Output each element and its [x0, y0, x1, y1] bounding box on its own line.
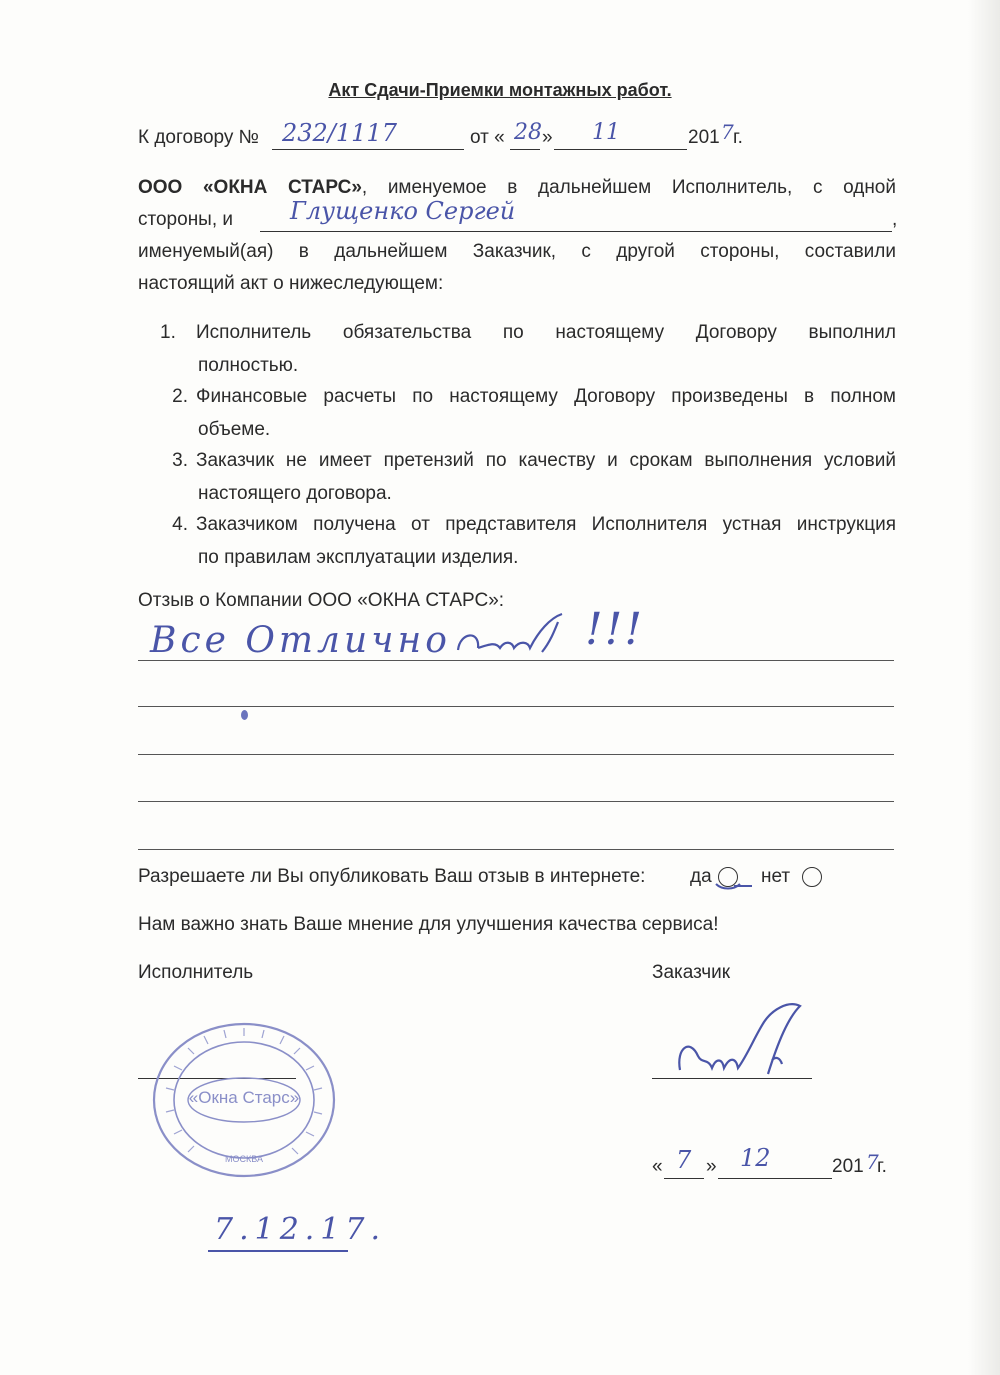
intro-line-4: настоящий акт о нижеследующем: [138, 273, 444, 294]
review-line [138, 754, 894, 755]
executor-date-hand: 7.12.17. [214, 1212, 387, 1247]
stamp-center-text: «Окна Старс» [188, 1088, 300, 1107]
list-item-line-2: объеме. [198, 419, 271, 440]
opinion-note: Нам важно знать Ваше мнение для улучшения качества сервиса! [138, 914, 719, 935]
publish-no-label: нет [761, 866, 791, 887]
customer-label: Заказчик [652, 962, 731, 983]
customer-name-line [260, 231, 892, 232]
list-item [160, 450, 896, 505]
publish-question: Разрешаете ли Вы опубликовать Ваш отзыв в интернете: [138, 866, 646, 887]
stamp-city: МОСКВА [225, 1154, 263, 1164]
customer-date-day-line [664, 1178, 704, 1179]
contract-prefix: К договору № [138, 127, 260, 148]
contract-month-line [554, 149, 687, 150]
intro-line-3: именуемый(ая) в дальнейшем Заказчик, с другой стороны, составили [138, 241, 896, 262]
contract-year-digit: 7 [721, 120, 734, 144]
intro-line-1 [138, 177, 896, 199]
contract-number: 232/1117 [282, 119, 397, 147]
review-line [138, 801, 894, 802]
list-item-line-1: Исполнитель обязательства по настоящему Договору выполнил [196, 322, 896, 343]
review-exclaim: !!! [585, 604, 645, 655]
list-item-line-1: Заказчиком получена от представителя Исполнителя устная инструкция [196, 514, 896, 535]
list-item-number: 2. [172, 386, 188, 407]
review-line [138, 706, 894, 707]
customer-date-year-digit: 7 [866, 1150, 879, 1174]
intro-line-2-end: , [892, 209, 898, 230]
contract-quote-close: » [542, 127, 553, 148]
list-item [160, 514, 896, 569]
contract-from-label: от « [470, 127, 505, 148]
list-item-line-1: Заказчик не имеет претензий по качеству и срокам выполнения условий [196, 450, 896, 471]
contract-month: 11 [592, 120, 620, 145]
customer-date-close: » [706, 1156, 717, 1177]
publish-yes-mark-icon [712, 872, 756, 892]
contract-number-line [272, 149, 464, 150]
contract-year-prefix: 201 [688, 127, 720, 148]
sheet-edge-shadow [968, 0, 1000, 1375]
review-line [138, 660, 894, 661]
customer-signature-line [652, 1078, 812, 1079]
customer-date-day: 7 [676, 1146, 692, 1174]
contract-day: 28 [514, 120, 542, 145]
customer-signature-icon [668, 998, 808, 1082]
list-item-line-2: по правилам эксплуатации изделия. [198, 547, 519, 568]
list-item [160, 386, 896, 441]
customer-date-year-suffix: г. [877, 1156, 887, 1177]
list-item-line-2: полностью. [198, 355, 299, 376]
review-handwritten: Все Отлично [150, 620, 451, 661]
list-item-number: 4. [172, 514, 188, 535]
company-name: ООО «ОКНА СТАРС» [138, 177, 362, 198]
intro-line-1-rest: , именуемое в дальнейшем Исполнитель, с одной [361, 177, 896, 198]
list-item-line-1: Финансовые расчеты по настоящему Договору произведены в полном [196, 386, 896, 407]
company-stamp [148, 1018, 340, 1180]
customer-date-month: 12 [740, 1144, 771, 1172]
list-item [160, 322, 896, 377]
contract-day-line [510, 149, 540, 150]
executor-label: Исполнитель [138, 962, 254, 983]
publish-yes-label: да [690, 866, 712, 887]
customer-date-month-line [718, 1178, 832, 1179]
document-title: Акт Сдачи-Приемки монтажных работ. [328, 80, 672, 100]
customer-date-year-prefix: 201 [832, 1156, 864, 1177]
list-item-number: 3. [172, 450, 188, 471]
publish-no-radio[interactable] [802, 867, 822, 887]
executor-date-underline [208, 1250, 348, 1252]
review-label: Отзыв о Компании ООО «ОКНА СТАРС»: [138, 590, 505, 611]
list-item-line-2: настоящего договора. [198, 483, 392, 504]
customer-name: Глущенко Сергей [290, 197, 516, 225]
customer-date-open: « [652, 1156, 663, 1177]
contract-year-suffix: г. [733, 127, 743, 148]
review-line [138, 849, 894, 850]
intro-line-2-start: стороны, и [138, 209, 234, 230]
list-item-number: 1. [160, 322, 176, 343]
review-signature-icon [450, 612, 600, 662]
ink-blot [241, 710, 248, 720]
